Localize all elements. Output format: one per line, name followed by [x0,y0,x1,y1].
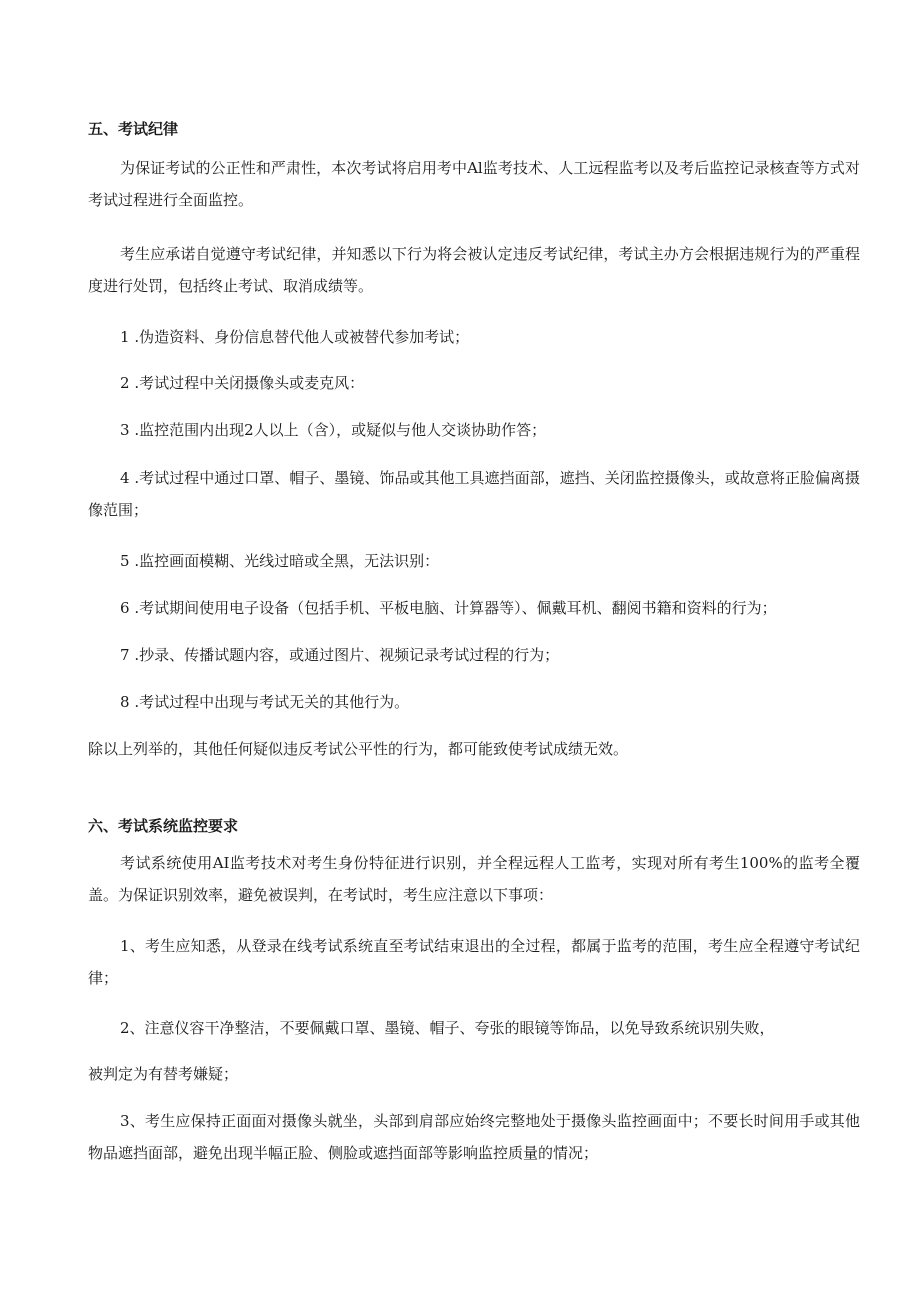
item-text: .考试过程中通过口罩、帽子、墨镜、饰品或其他工具遮挡面部，遮挡、关闭监控摄像头，或故意将正脸偏离摄像范围； [88,469,860,519]
item-text: .监控范围内出现2人以上（含），或疑似与他人交谈协助作答； [134,421,547,439]
violation-item-3 [88,414,860,446]
monitoring-rule-2: 2、注意仪容干净整洁，不要佩戴口罩、墨镜、帽子、夸张的眼镜等饰品，以免导致系统识别失败， [120,1019,775,1037]
violation-item-5 [88,545,860,577]
item-text: .伪造资料、身份信息替代他人或被替代参加考试； [134,328,470,346]
section-5-intro: 为保证考试的公正性和严肃性，本次考试将启用考中Al监考技术、人工远程监考以及考后监控记录核查等方式对考试过程进行全面监控。 [88,159,860,209]
section-6-heading: 六、考试系统监控要求 [88,817,239,835]
item-number: 7 [120,646,130,664]
item-number: 3 [120,421,130,439]
item-number: 1 [120,328,130,346]
monitoring-rule-2-continued: 被判定为有替考嫌疑； [88,1065,239,1083]
violation-item-8 [88,686,860,718]
item-number: 6 [120,599,130,617]
item-text: .考试过程中关闭摄像头或麦克风： [134,374,365,392]
item-number: 8 [120,693,130,711]
section-5-closing: 除以上列举的，其他任何疑似违反考试公平性的行为，都可能致使考试成绩无效。 [88,740,629,758]
violation-item-7 [88,639,860,671]
item-text: .抄录、传播试题内容，或通过图片、视频记录考试过程的行为； [134,646,560,664]
item-text: .监控画面模糊、光线过暗或全黑，无法识别： [134,552,440,570]
item-number: 4 [120,469,130,487]
section-6-intro: 考试系统使用AI监考技术对考生身份特征进行识别，并全程远程人工监考，实现对所有考生100%的监考全覆盖。为保证识别效率，避免被误判，在考试时，考生应注意以下事项： [88,854,860,904]
item-text: .考试过程中出现与考试无关的其他行为。 [134,693,410,711]
violation-item-1 [88,321,860,353]
violation-item-4 [88,462,860,526]
item-number: 5 [120,552,130,570]
monitoring-rule-1: 1、考生应知悉，从登录在线考试系统直至考试结束退出的全过程，都属于监考的范围，考生应全程遵守考试纪律； [88,937,860,987]
item-text: .考试期间使用电子设备（包括手机、平板电脑、计算器等）、佩戴耳机、翻阅书籍和资料的行为； [134,599,777,617]
section-5-heading: 五、考试纪律 [88,120,179,138]
monitoring-rule-3: 3、考生应保持正面面对摄像头就坐，头部到肩部应始终完整地处于摄像头监控画面中；不要长时间用手或其他物品遮挡面部，避免出现半幅正脸、侧脸或遮挡面部等影响监控质量的情况； [88,1112,860,1162]
item-number: 2 [120,374,130,392]
violation-item-2 [88,367,860,399]
section-5-pledge: 考生应承诺自觉遵守考试纪律，并知悉以下行为将会被认定违反考试纪律，考试主办方会根据违规行为的严重程度进行处罚，包括终止考试、取消成绩等。 [88,245,860,295]
violation-item-6 [88,592,860,624]
